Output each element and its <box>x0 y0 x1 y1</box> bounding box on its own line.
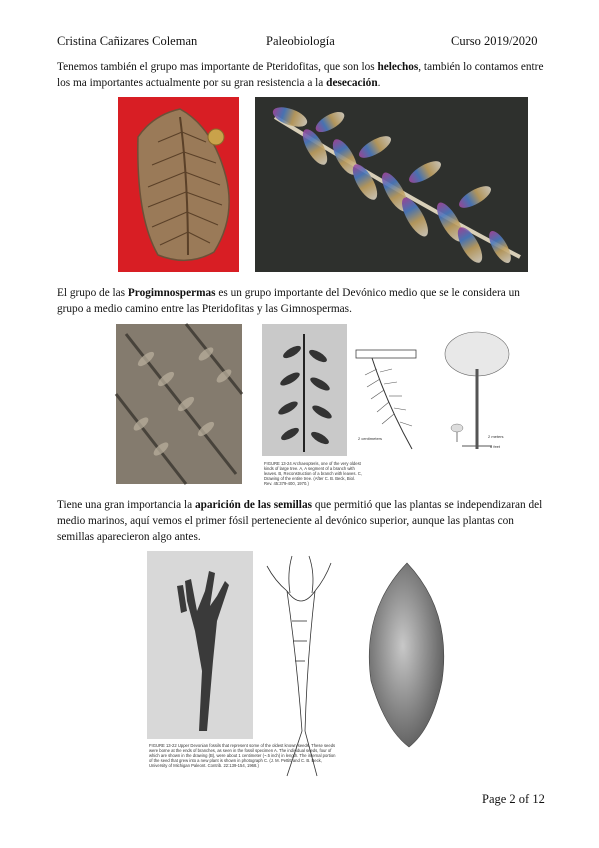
paragraph-progymnosperms <box>57 285 545 317</box>
fern-fossil-photo-red <box>118 97 239 272</box>
archaeopteris-figure <box>262 324 530 486</box>
paragraph-seeds <box>57 497 545 545</box>
page-number: Page 2 of 12 <box>482 792 545 806</box>
figure-caption-seeds: FIGURE 13-22 Upper Devonian fossils that represent some of the oldest known seeds. These seeds were borne at the ends of branches, as seen in the fossil specimen A. The individual seeds, four of which are shown in the drawing (B), were about 1 centimeter (~.5 inch) in length. The internal portion of the seed that grew into a new plant is shown in photograph C. (J. M. Pettitt and C. B. Beck, University of Michigan Paleont. Contrib. 22:139-154, 1968.) <box>149 743 336 768</box>
text-segment: Tenemos también el grupo mas importante de Pteridofitas, que son los <box>57 61 378 73</box>
devonian-seed-figure <box>147 551 450 787</box>
paragraph-ferns <box>57 59 545 91</box>
text-segment: es un grupo importante del Devónico medio que se le considera un grupo a medio camino entre las Pteridofitas y las Gimnospermas. <box>57 287 520 315</box>
scale-label-a: 2 centimeters <box>358 436 383 441</box>
header-subject: Paleobiología <box>266 34 335 48</box>
header-author: Cristina Cañizares Coleman <box>57 34 198 48</box>
bold-term-helechos: helechos <box>377 61 419 73</box>
scale-label-b2: 6 feet <box>490 444 501 449</box>
text-segment: que permitió que las plantas se independizaran del medio marinos, aquí vemos el primer fósil perteneciente al devónico superior, aunque las plantas con semillas aparecieron algo antes. <box>57 499 543 543</box>
bold-term-desecacion: desecación <box>326 77 378 89</box>
bold-term-semillas: aparición de las semillas <box>194 499 312 511</box>
scale-label-b: 2 meters <box>488 434 504 439</box>
text-segment: . <box>377 77 381 89</box>
text-segment: El grupo de las <box>57 287 128 299</box>
figure-caption-archaeopteris: FIGURE 13-24 Archaeopteris, one of the very oldest kinds of large tree. A, A segment of a branch with leaves. B, Reconstruction of a branch with leaves. C, Drawing of the entire tree. (After C. B. Beck, Biol. Rev. 45:379-400, 1970.) <box>264 461 362 486</box>
fern-fossil-photo-iridescent <box>255 97 528 272</box>
text-segment: , también lo contamos entre los ma importantes actualmente por su gran resistencia a la <box>57 61 544 89</box>
bold-term-progimnospermas: Progimnospermas <box>127 287 216 299</box>
progymnosperm-fossil-photo <box>116 324 242 484</box>
text-segment: Tiene una gran importancia la <box>57 499 195 511</box>
header-course: Curso 2019/2020 <box>451 34 538 48</box>
